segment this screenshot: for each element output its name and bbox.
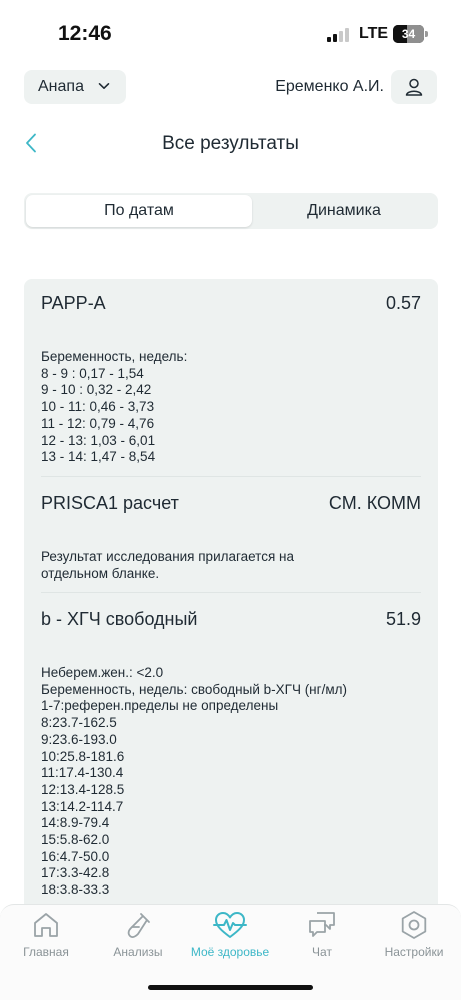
nav-settings[interactable]: Настройки [368,905,460,975]
page-title: Все результаты [162,133,299,154]
result-name: PAPP-A [41,293,106,313]
settings-icon [399,910,429,940]
divider [41,476,421,477]
network-type: LTE [359,25,389,42]
signal-icon [327,28,349,42]
user-name: Еременко А.И. [275,78,384,95]
city-select[interactable] [24,70,126,104]
home-icon [31,910,61,940]
result-row-prisca1[interactable] [41,493,421,514]
tab-by-dates[interactable]: По датам [26,195,252,227]
status-bar [0,0,461,66]
nav-chat[interactable]: Чат [276,905,368,975]
results-card [24,279,438,919]
nav-home[interactable]: Главная [0,905,92,975]
view-switcher [24,193,438,229]
profile-button[interactable] [391,70,437,104]
result-name: PRISCA1 расчет [41,493,179,513]
status-time: 12:46 [58,22,112,45]
home-indicator [148,985,313,990]
result-value: 51.9 [385,609,421,629]
chevron-down-icon [98,80,110,92]
test-tube-icon [123,910,153,940]
user-icon [404,77,424,97]
battery-level: 34 [401,27,416,41]
result-value: СМ. КОММ [328,493,421,513]
city-label: Анапа [38,78,84,95]
result-value: 0.57 [385,293,421,313]
result-reference: Неберем.жен.: <2.0 Беременность, недель: свободный b-ХГЧ (нг/мл) 1-7:референ.пределы не определены 8:23.7-162.5 9:23.6-193.0 10:25.8-181.6 11:17.4-130.4 12:13.4-128.5 13:14.2-114.7 14:8.9-79.4 15:5.8-62.0 16:4.7-50.0 17:3.3-42.8 18:3.8-33.3 [41,665,347,898]
result-row-b-hcg[interactable] [41,609,421,630]
result-name: b - ХГЧ свободный [41,609,198,629]
battery-cap [425,31,428,37]
result-row-papp-a[interactable] [41,293,421,314]
tab-dynamics[interactable]: Динамика [307,202,381,219]
battery-icon [393,25,424,43]
heart-pulse-icon [213,910,247,940]
chat-icon [307,910,337,940]
nav-analyses[interactable]: Анализы [92,905,184,975]
result-reference: Беременность, недель: 8 - 9 : 0,17 - 1,54 9 - 10 : 0,32 - 2,42 10 - 11: 0,46 - 3,73 11 - 12: 0,79 - 4,76 12 - 13: 1,03 - 6,01 13 - 14: 1,47 - 8,54 [41,349,188,465]
divider [41,592,421,593]
nav-my-health[interactable]: Моё здоровье [184,905,276,975]
result-reference: Результат исследования прилагается на отдельном бланке. [41,549,294,581]
